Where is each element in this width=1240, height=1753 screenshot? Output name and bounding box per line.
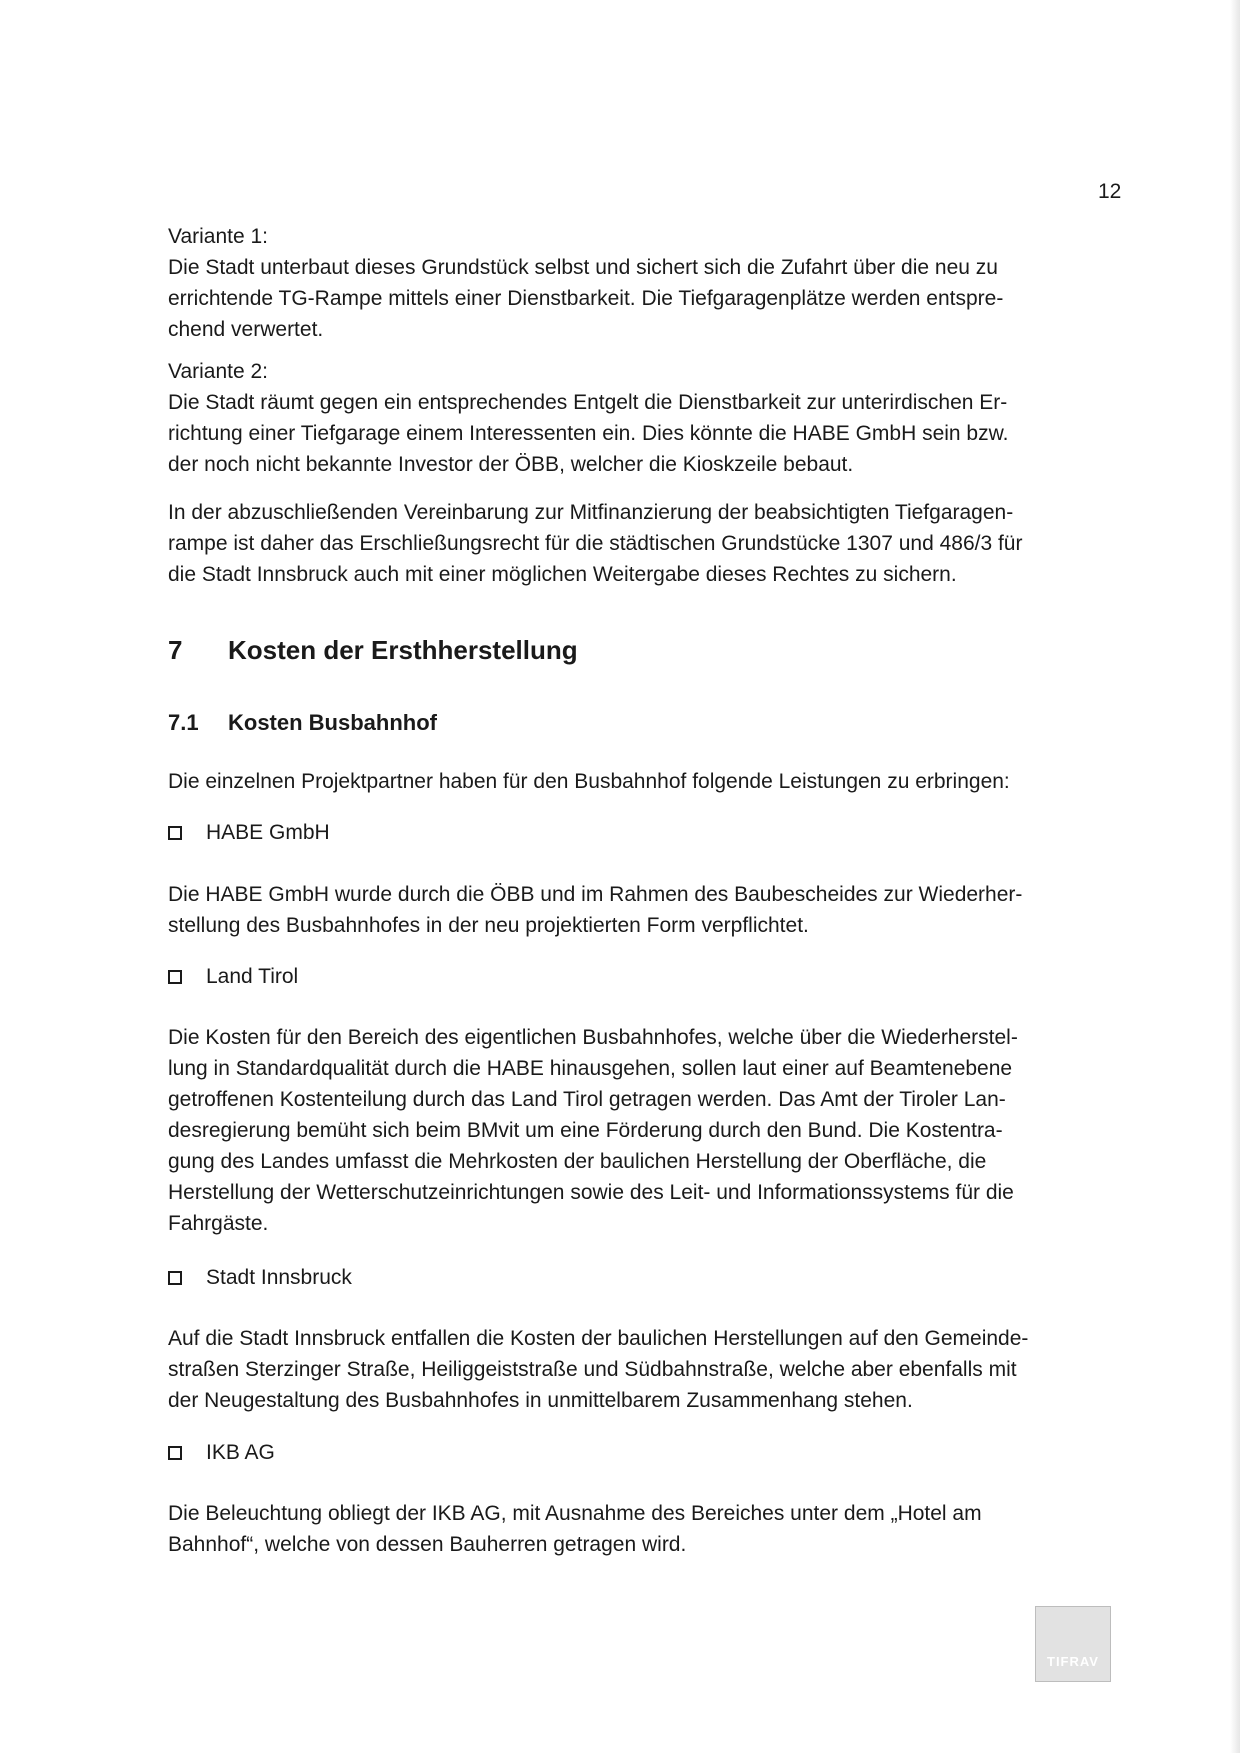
page-number: 12	[1098, 180, 1122, 203]
vereinbarung-paragraph	[168, 497, 1118, 590]
stamp-logo	[1035, 1606, 1111, 1682]
section-title: Kosten der Ersthherstellung	[228, 635, 578, 665]
text-line: Die Stadt unterbaut dieses Grundstück selbst und sichert sich die Zufahrt über die neu zu	[168, 256, 998, 279]
section-7-heading	[168, 635, 578, 666]
text-line: Die Kosten für den Bereich des eigentlichen Busbahnhofes, welche über die Wiederherstel-	[168, 1026, 1018, 1049]
text-line: straßen Sterzinger Straße, Heiliggeiststraße und Südbahnstraße, welche aber ebenfalls mit	[168, 1358, 1017, 1381]
variante2-label: Variante 2:	[168, 360, 269, 383]
partner-name: IKB AG	[206, 1441, 275, 1464]
text-line: In der abzuschließenden Vereinbarung zur Mitfinanzierung der beabsichtigten Tiefgaragen-	[168, 501, 1014, 524]
text-line: chend verwertet.	[168, 318, 324, 341]
text-line: lung in Standardqualität durch die HABE hinausgehen, sollen laut einer auf Beamtenebene	[168, 1057, 1013, 1080]
partner-name: Stadt Innsbruck	[206, 1266, 352, 1289]
text-line: der Neugestaltung des Busbahnhofes in unmittelbarem Zusammenhang stehen.	[168, 1389, 913, 1412]
partner-habe-paragraph	[168, 879, 1118, 941]
scan-edge	[1230, 0, 1240, 1753]
partner-name: Land Tirol	[206, 965, 299, 988]
variante1-paragraph	[168, 221, 1118, 345]
text-line: die Stadt Innsbruck auch mit einer möglichen Weitergabe dieses Rechtes zu sichern.	[168, 563, 957, 586]
section-title: Kosten Busbahnhof	[228, 710, 437, 735]
text-line: richtung einer Tiefgarage einem Interessenten ein. Dies könnte die HABE GmbH sein bzw.	[168, 422, 1009, 445]
text-line: rampe ist daher das Erschließungsrecht für die städtischen Grundstücke 1307 und 486/3 für	[168, 532, 1023, 555]
text-line: Die Beleuchtung obliegt der IKB AG, mit Ausnahme des Bereiches unter dem „Hotel am	[168, 1502, 982, 1525]
text-line: Die HABE GmbH wurde durch die ÖBB und im Rahmen des Baubescheides zur Wiederher-	[168, 883, 1023, 906]
text-line: desregierung bemüht sich beim BMvit um eine Förderung durch den Bund. Die Kostentra-	[168, 1119, 1003, 1142]
partner-stadt-innsbruck-paragraph	[168, 1323, 1118, 1416]
checkbox-icon	[168, 970, 182, 984]
text-line: Fahrgäste.	[168, 1212, 269, 1235]
stamp-text: TIFRAV	[1047, 1654, 1099, 1669]
text-line: der noch nicht bekannte Investor der ÖBB, welcher die Kioskzeile bebaut.	[168, 453, 854, 476]
text-line: Die Stadt räumt gegen ein entsprechendes Entgelt die Dienstbarkeit zur unterirdischen Er-	[168, 391, 1008, 414]
text-line: Die einzelnen Projektpartner haben für den Busbahnhof folgende Leistungen zu erbringen:	[168, 770, 1010, 793]
partner-ikb-paragraph	[168, 1498, 1118, 1560]
partner-ikb-bullet	[168, 1441, 275, 1465]
partner-name: HABE GmbH	[206, 821, 330, 844]
text-line: Bahnhof“, welche von dessen Bauherren getragen wird.	[168, 1533, 687, 1556]
checkbox-icon	[168, 826, 182, 840]
variante2-paragraph	[168, 356, 1118, 480]
text-line: getroffenen Kostenteilung durch das Land Tirol getragen werden. Das Amt der Tiroler Lan-	[168, 1088, 1006, 1111]
partner-habe-bullet	[168, 821, 330, 845]
intro-paragraph	[168, 766, 1118, 797]
checkbox-icon	[168, 1271, 182, 1285]
variante1-label: Variante 1:	[168, 225, 269, 248]
partner-stadt-innsbruck-bullet	[168, 1266, 352, 1290]
checkbox-icon	[168, 1446, 182, 1460]
text-line: Herstellung der Wetterschutzeinrichtungen sowie des Leit- und Informationssystems für die	[168, 1181, 1014, 1204]
section-7-1-heading	[168, 710, 437, 736]
partner-land-tirol-paragraph	[168, 1022, 1118, 1239]
section-number: 7	[168, 635, 183, 665]
text-line: errichtende TG-Rampe mittels einer Dienstbarkeit. Die Tiefgaragenplätze werden entspre-	[168, 287, 1004, 310]
text-line: stellung des Busbahnhofes in der neu projektierten Form verpflichtet.	[168, 914, 809, 937]
partner-land-tirol-bullet	[168, 965, 298, 989]
text-line: Auf die Stadt Innsbruck entfallen die Kosten der baulichen Herstellungen auf den Gemeinde-	[168, 1327, 1029, 1350]
text-line: gung des Landes umfasst die Mehrkosten der baulichen Herstellung der Oberfläche, die	[168, 1150, 987, 1173]
section-number: 7.1	[168, 710, 199, 735]
